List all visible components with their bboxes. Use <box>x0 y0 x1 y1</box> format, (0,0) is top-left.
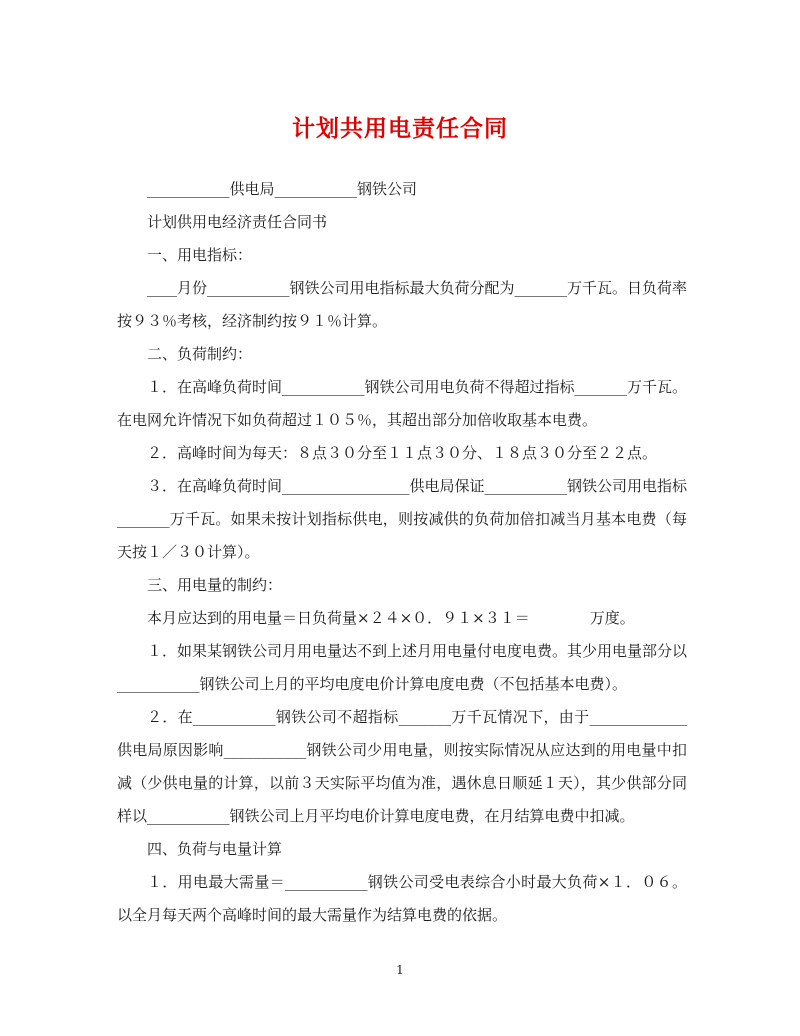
section-heading-load-calculation: 四、负荷与电量计算 <box>147 840 283 858</box>
contract-parties-line: ___________供电局___________钢铁公司 <box>147 180 418 198</box>
document-title: 计划共用电责任合同 <box>292 115 508 142</box>
section-heading-load-restriction: 二、负荷制约： <box>147 345 253 363</box>
paragraph-consumption-formula: 本月应达到的用电量＝日负荷量×２４×０．９１×３１＝ 万度。 <box>147 609 635 627</box>
paragraph-load-calculation-1: １．用电最大需量＝___________钢铁公司受电表综合小时最大负荷×１．０６。以全月每天两个高峰时间的最大需量作为结算电费的依据。 <box>117 873 687 924</box>
paragraph-load-restriction-3: ３．在高峰负荷时间_________________供电局保证___________钢铁公司用电指标_______万千瓦。如果未按计划指标供电，则按减供的负荷加倍扣减当月基本电费（每天按１／３０计算）。 <box>117 477 688 561</box>
page-number: 1 <box>396 963 404 977</box>
paragraph-load-restriction-2: ２．高峰时间为每天：８点３０分至１１点３０分、１８点３０分至２２点。 <box>147 444 658 462</box>
section-heading-power-indicator: 一、用电指标： <box>147 246 253 264</box>
paragraph-load-restriction-1: １．在高峰负荷时间___________钢铁公司用电负荷不得超过指标_______万千瓦。在电网允许情况下如负荷超过１０５％，其超出部分加倍收取基本电费。 <box>117 378 688 429</box>
document-body <box>117 173 687 932</box>
paragraph-power-indicator: ____月份___________钢铁公司用电指标最大负荷分配为_______万千瓦。日负荷率按９３％考核，经济制约按９１％计算。 <box>117 279 688 330</box>
section-heading-consumption-restriction: 三、用电量的制约： <box>147 576 283 594</box>
contract-subtitle: 计划供用电经济责任合同书 <box>147 213 328 231</box>
paragraph-consumption-1: １．如果某钢铁公司月用电量达不到上述月用电量付电度电费。其少用电量部分以___________钢铁公司上月的平均电度电价计算电度电费（不包括基本电费）。 <box>117 642 688 693</box>
paragraph-consumption-2: ２．在___________钢铁公司不超指标_______万千瓦情况下，由于_____________供电局原因影响___________钢铁公司少用电量，则按实际情况从应达到的用电量中扣减（少供电量的计算，以前３天实际平均值为准，遇休息日顺延１天），其少供部分同样以___________钢铁公司上月平均电价计算电度电费，在月结算电费中扣减。 <box>117 708 687 825</box>
